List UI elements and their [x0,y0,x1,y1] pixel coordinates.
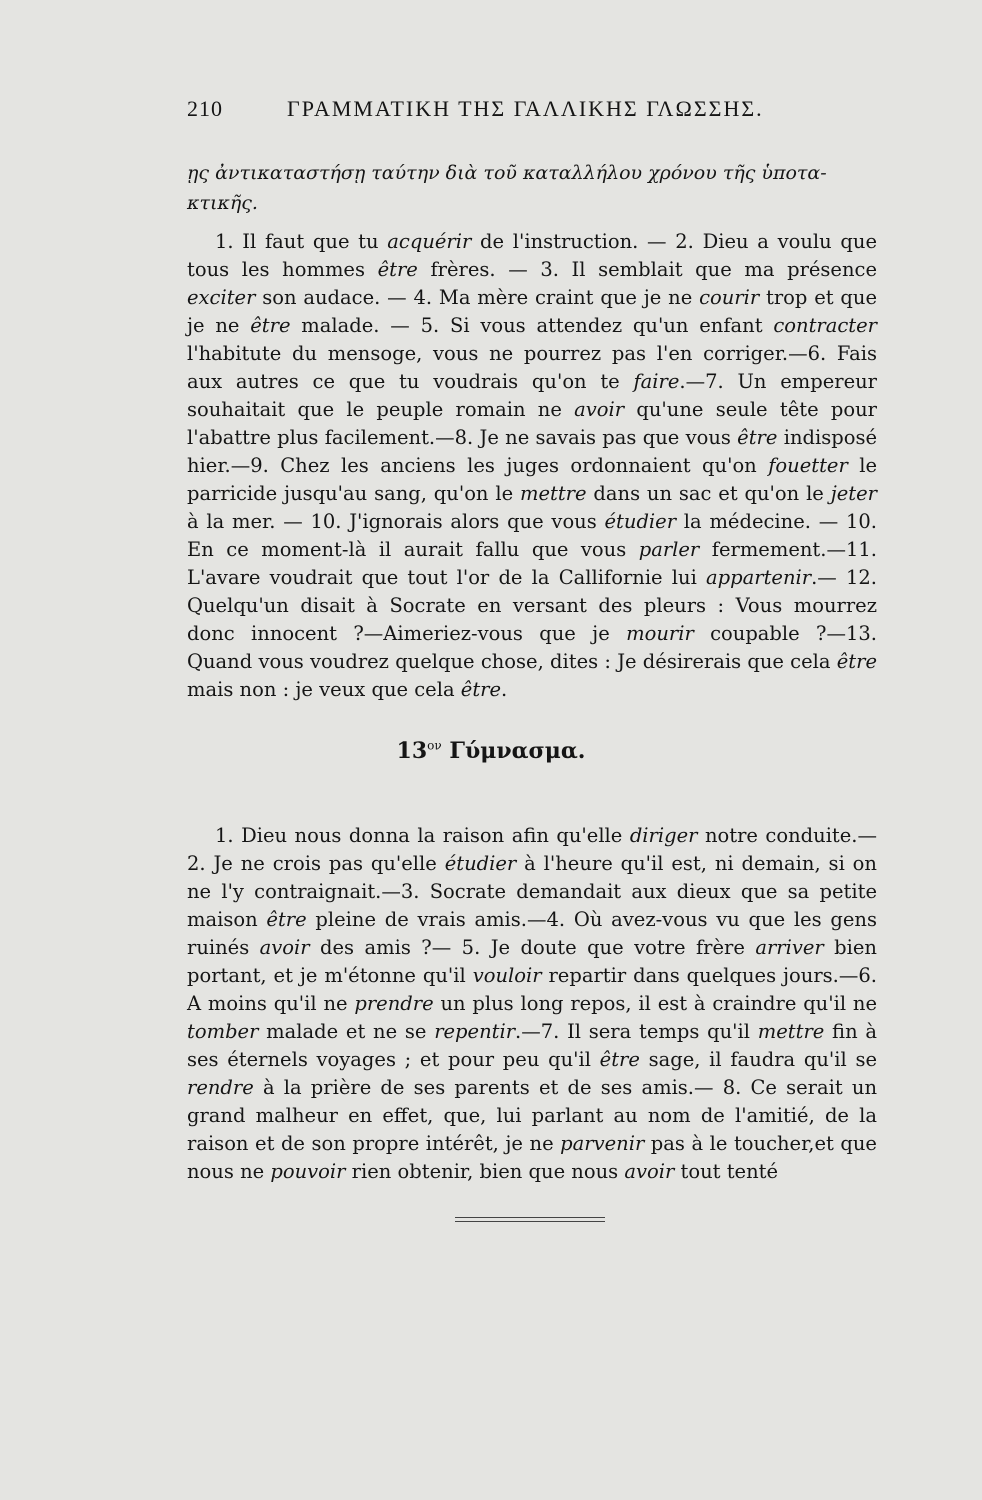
verb: pouvoir [270,1160,346,1183]
exercise-instruction [187,158,877,218]
verb: faire [633,370,680,393]
verb: étudier [604,510,677,533]
verb: étudier [444,852,517,875]
verb: être [250,314,291,337]
verb: mettre [519,482,587,505]
verb: vouloir [472,964,542,987]
verb: être [266,908,307,931]
verb: mettre [757,1020,825,1043]
verb: diriger [629,824,698,847]
verb: fouetter [768,454,848,477]
exercise-paragraph: 1. Dieu nous donna la raison afin qu'elle diriger notre conduite.— 2. Je ne crois pas qu'elle étudier à l'heure qu'il est, ni demain, si on ne l'y contraignait.—3. Socrate demandait aux dieux que sa petite maison être pleine de vrais amis.—4. Où avez-vous vu que les gens ruinés avoir des amis ?— 5. Je doute que votre frère arriver bien portant, et je m'étonne qu'il vouloir repartir dans quelques jours.—6. A moins qu'il ne prendre un plus long repos, il est à craindre qu'il ne tomber malade et ne se repentir.—7. Il sera temps qu'il mettre fin à ses éternels voyages ; et pour peu qu'il être sage, il faudra qu'il se rendre à la prière de ses parents et de ses amis.— 8. Ce serait un grand malheur en effet, que, lui parlant au nom de l'amitié, de la raison et de son propre intérêt, je ne parvenir pas à le toucher,et que nous ne pouvoir rien obtenir, bien que nous avoir tout tenté [187,824,878,1183]
verb: repentir [434,1020,516,1043]
section-title: Γύμνασμα. [449,738,586,764]
verb: parler [638,538,700,561]
verb: contracter [773,314,877,337]
verb: jeter [830,482,877,505]
verb: appartenir [706,566,812,589]
end-rule [455,1217,605,1222]
verb: mourir [626,622,694,645]
verb: avoir [624,1160,675,1183]
verb: être [599,1048,640,1071]
exercise-12-text [187,228,877,704]
verb: rendre [187,1076,254,1099]
exercise-13-text [187,822,877,1186]
section-ordinal-suffix: ον [427,738,442,753]
verb: avoir [574,398,625,421]
verb: parvenir [560,1132,645,1155]
exercise-paragraph: 1. Il faut que tu acquérir de l'instruction. — 2. Dieu a voulu que tous les hommes être frères. — 3. Il semblait que ma présence exciter son audace. — 4. Ma mère craint que je ne courir trop et que je ne être malade. — 5. Si vous attendez qu'un enfant contracter l'habitute du mensoge, vous ne pourrez pas l'en corriger.—6. Fais aux autres ce que tu voudrais qu'on te faire.—7. Un empereur souhaitait que le peuple romain ne avoir qu'une seule tête pour l'abattre plus facilement.—8. Je ne savais pas que vous être indisposé hier.—9. Chez les anciens les juges ordonnaient qu'on fouetter le parricide jusqu'au sang, qu'on le mettre dans un sac et qu'on le jeter à la mer. — 10. J'ignorais alors que vous étudier la médecine. — 10. En ce moment-là il aurait fallu que vous parler fermement.—11. L'avare voudrait que tout l'or de la Callifornie lui appartenir.— 12. Quelqu'un disait à Socrate en versant des pleurs : Vous mourrez donc innocent ?—Aimeriez-vous que je mourir coupable ?—13. Quand vous voudrez quelque chose, dites : Je désirerais que cela être mais non : je veux que cela être. [187,230,877,701]
verb: tomber [187,1020,259,1043]
instruction-line-1: ῃς ἀντικαταστήσῃ ταύτην διὰ τοῦ καταλλήλου χρόνου τῆς ὑποτα- [187,162,827,184]
verb: prendre [354,992,434,1015]
verb: être [737,426,778,449]
verb: être [377,258,418,281]
verb: arriver [755,936,824,959]
running-title: ΓΡΑΜΜΑΤΙΚΗ ΤΗΣ ΓΑΛΛΙΚΗΣ ΓΛΩΣΣΗΣ. [287,96,764,121]
verb: avoir [259,936,310,959]
verb: exciter [187,286,256,309]
section-number: 13 [396,738,428,764]
verb: courir [699,286,760,309]
verb: acquérir [387,230,472,253]
section-heading [0,738,982,764]
verb: être [836,650,877,673]
verb: être [460,678,502,701]
page-number: 210 [187,96,223,121]
instruction-line-2: κτικῆς. [187,192,258,214]
